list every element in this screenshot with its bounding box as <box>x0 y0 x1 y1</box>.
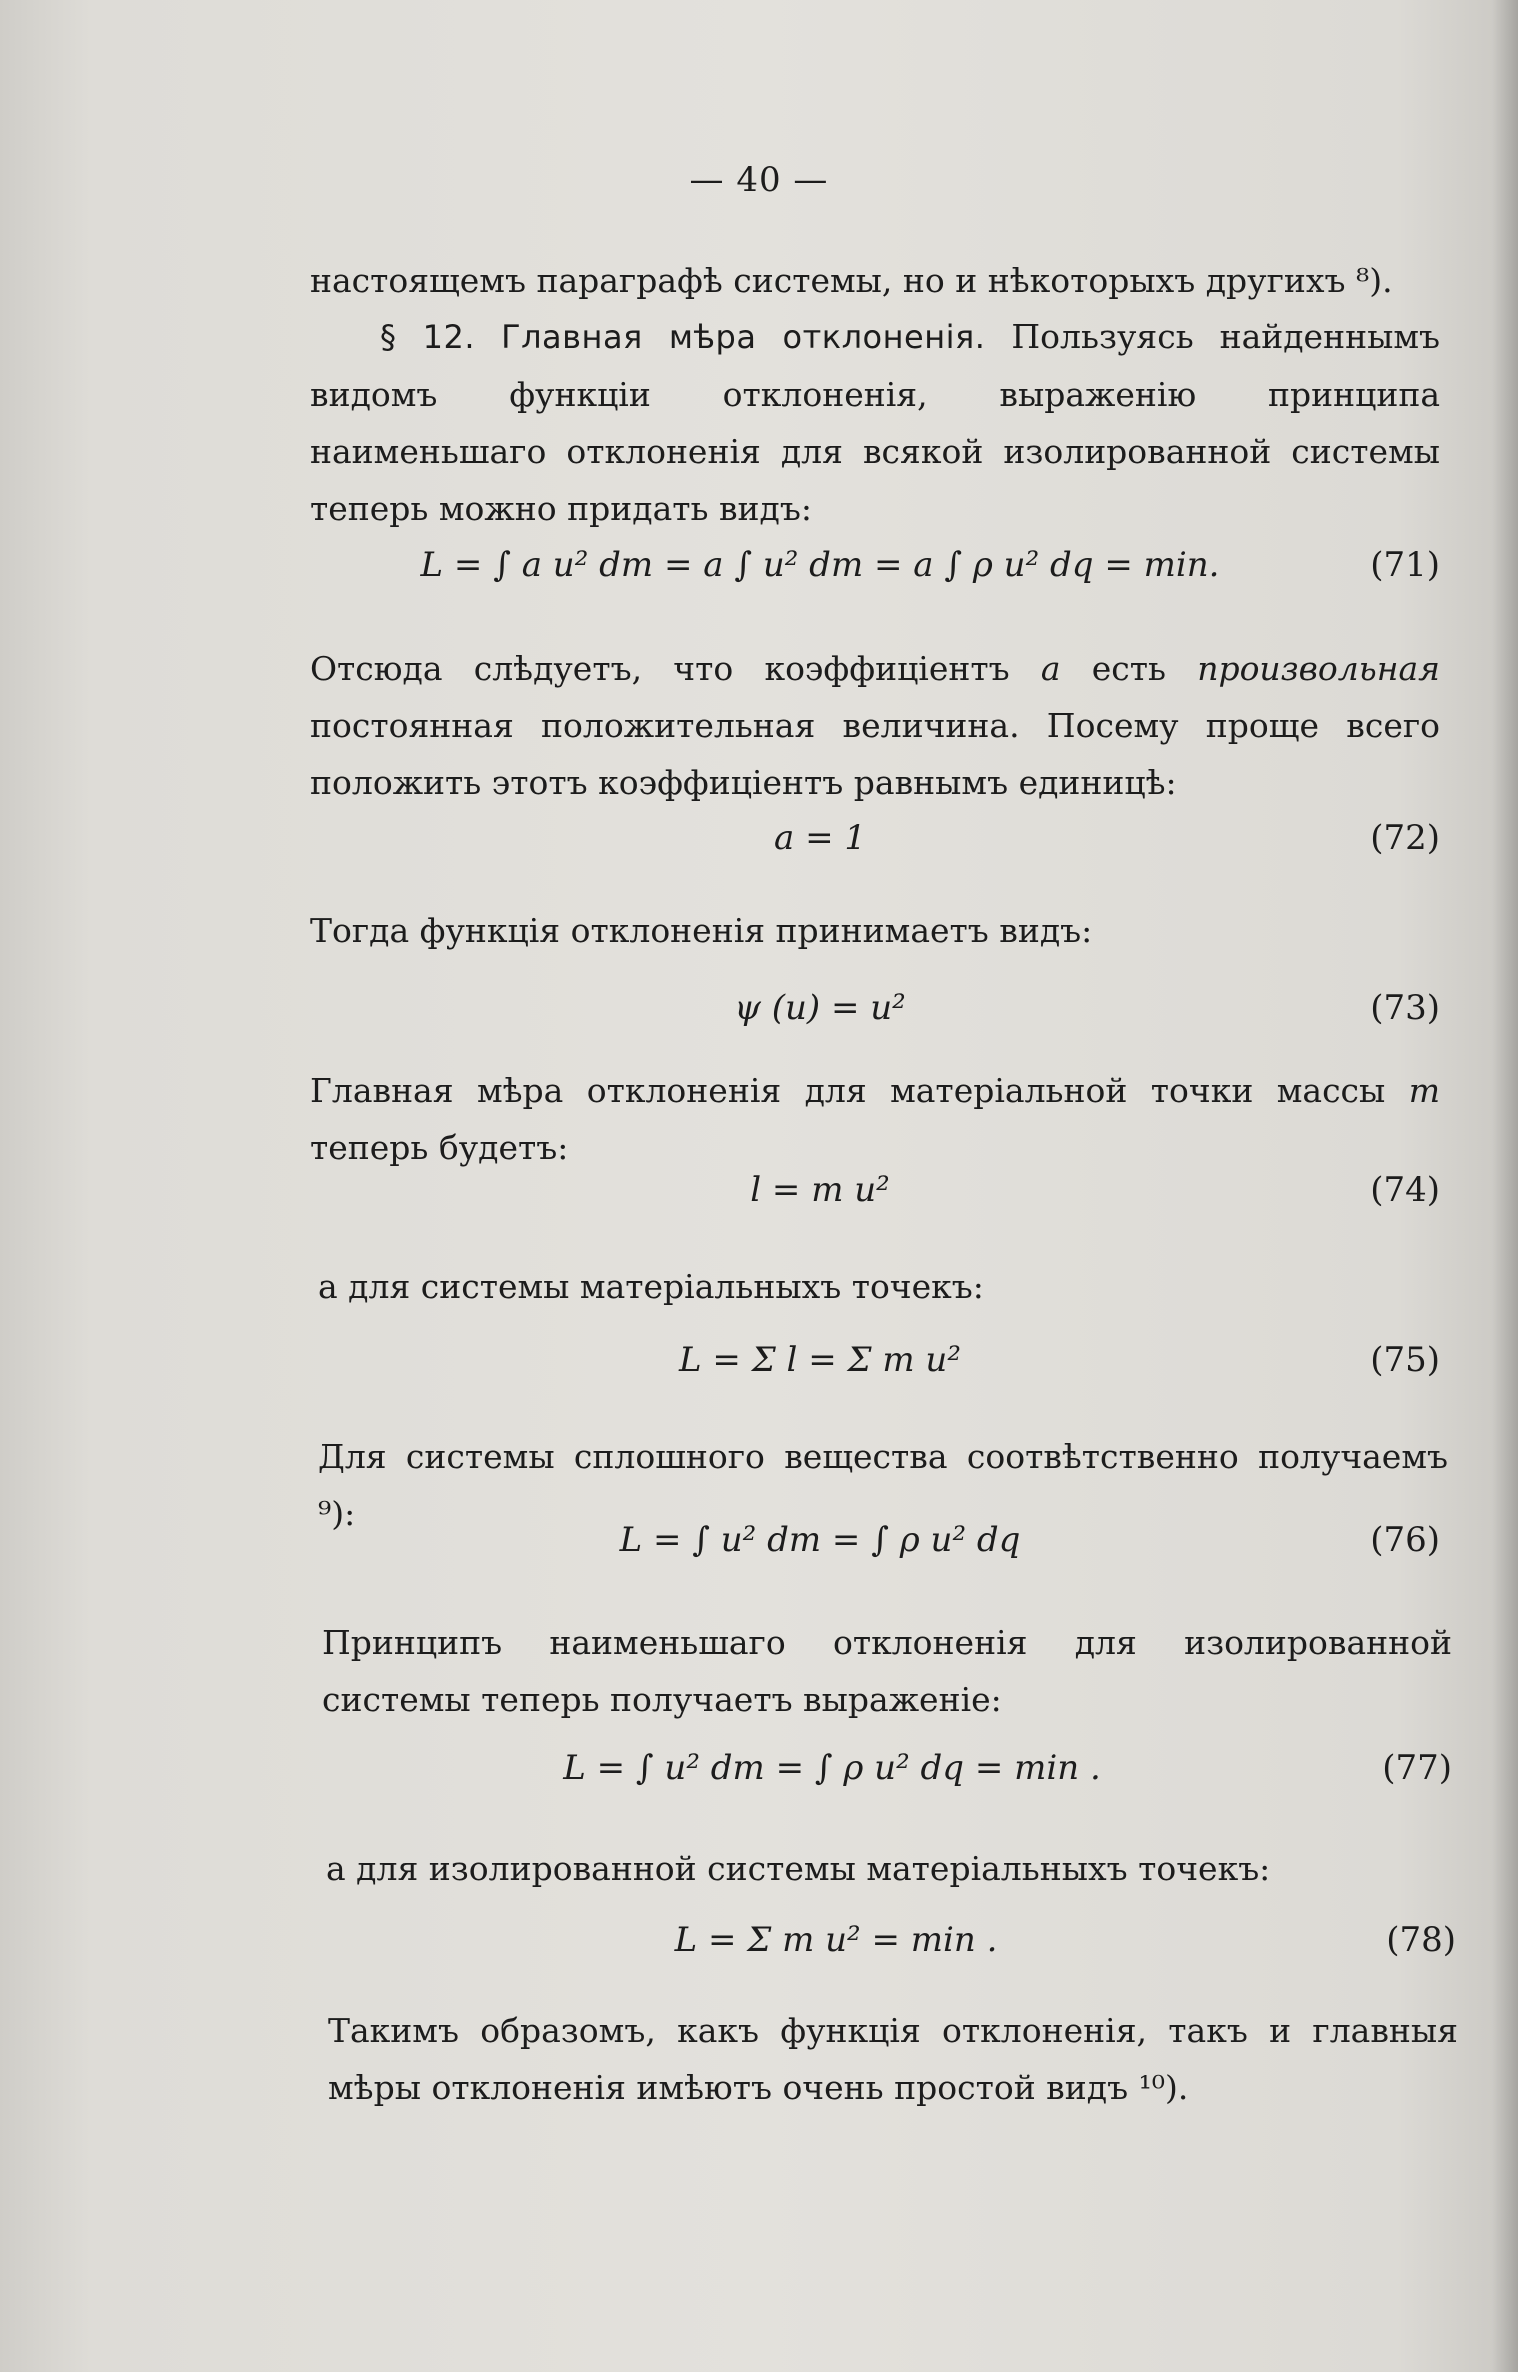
emphasis-word: произвольная <box>1197 649 1440 688</box>
equation-formula: L = ∫ u² dm = ∫ ρ u² dq = min . <box>563 1748 1101 1788</box>
equation-formula: L = Σ l = Σ m u² <box>679 1340 961 1380</box>
variable-a: a <box>1040 649 1061 688</box>
section-paragraph <box>310 308 1440 537</box>
section-text: Пользуясь найденнымъ видомъ функціи отклоненія, выраженію принципа наименьшаго отклоненія для всякой изолированной системы теперь можно придать видъ: <box>310 317 1440 528</box>
equation-75 <box>310 1340 1440 1400</box>
equation-71 <box>310 545 1440 605</box>
paragraph-function: Тогда функція отклоненія принимаетъ видъ: <box>310 911 1093 950</box>
paragraph-continuation: настоящемъ параграфѣ системы, но и нѣкоторыхъ другихъ ⁸). <box>310 261 1393 300</box>
equation-formula: ψ (u) = u² <box>734 988 906 1028</box>
variable-m: m <box>1408 1071 1440 1110</box>
page-edge-shadow <box>1492 0 1518 2372</box>
equation-formula: l = m u² <box>750 1170 890 1210</box>
paragraph-point-mass: Главная мѣра отклоненія для матеріальной точки массы m теперь будетъ: <box>310 1071 1440 1167</box>
page-number: — 40 — <box>689 160 829 200</box>
equation-number: (74) <box>1370 1170 1440 1210</box>
paragraph-coefficient: Отсюда слѣдуетъ, что коэффиціентъ a есть произвольная постоянная положительная величина. Посему проще всего положить этотъ коэффиціентъ равнымъ единицѣ: <box>310 649 1440 802</box>
equation-73 <box>310 988 1440 1048</box>
paragraph-isolated-points: а для изолированной системы матеріальныхъ точекъ: <box>326 1849 1271 1888</box>
equation-77 <box>322 1748 1452 1808</box>
equation-74 <box>310 1170 1440 1230</box>
equation-number: (75) <box>1370 1340 1440 1380</box>
equation-number: (78) <box>1386 1920 1456 1960</box>
equation-formula: L = ∫ a u² dm = a ∫ u² dm = a ∫ ρ u² dq = min. <box>420 545 1220 585</box>
equation-number: (71) <box>1370 545 1440 585</box>
paragraph-conclusion: Такимъ образомъ, какъ функція отклоненія, такъ и главныя мѣры отклоненія имѣютъ очень простой видъ ¹⁰). <box>328 2011 1458 2107</box>
paragraph-principle: Принципъ наименьшаго отклоненія для изолированной системы теперь получаетъ выраженіе: <box>322 1623 1452 1719</box>
equation-number: (72) <box>1370 818 1440 858</box>
paragraph-points-system: а для системы матеріальныхъ точекъ: <box>318 1267 984 1306</box>
equation-formula: L = ∫ u² dm = ∫ ρ u² dq <box>619 1520 1021 1560</box>
equation-formula: L = Σ m u² = min . <box>674 1920 998 1960</box>
equation-76 <box>310 1520 1440 1580</box>
equation-78 <box>326 1920 1456 1980</box>
equation-number: (73) <box>1370 988 1440 1028</box>
paragraph-continuous-matter: Для системы сплошного вещества соотвѣтственно получаемъ ⁹): <box>318 1437 1448 1533</box>
section-heading: § 12. Главная мѣра отклоненія. <box>380 318 986 356</box>
equation-number: (76) <box>1370 1520 1440 1560</box>
equation-72 <box>310 818 1440 878</box>
equation-number: (77) <box>1382 1748 1452 1788</box>
equation-formula: a = 1 <box>773 818 866 858</box>
